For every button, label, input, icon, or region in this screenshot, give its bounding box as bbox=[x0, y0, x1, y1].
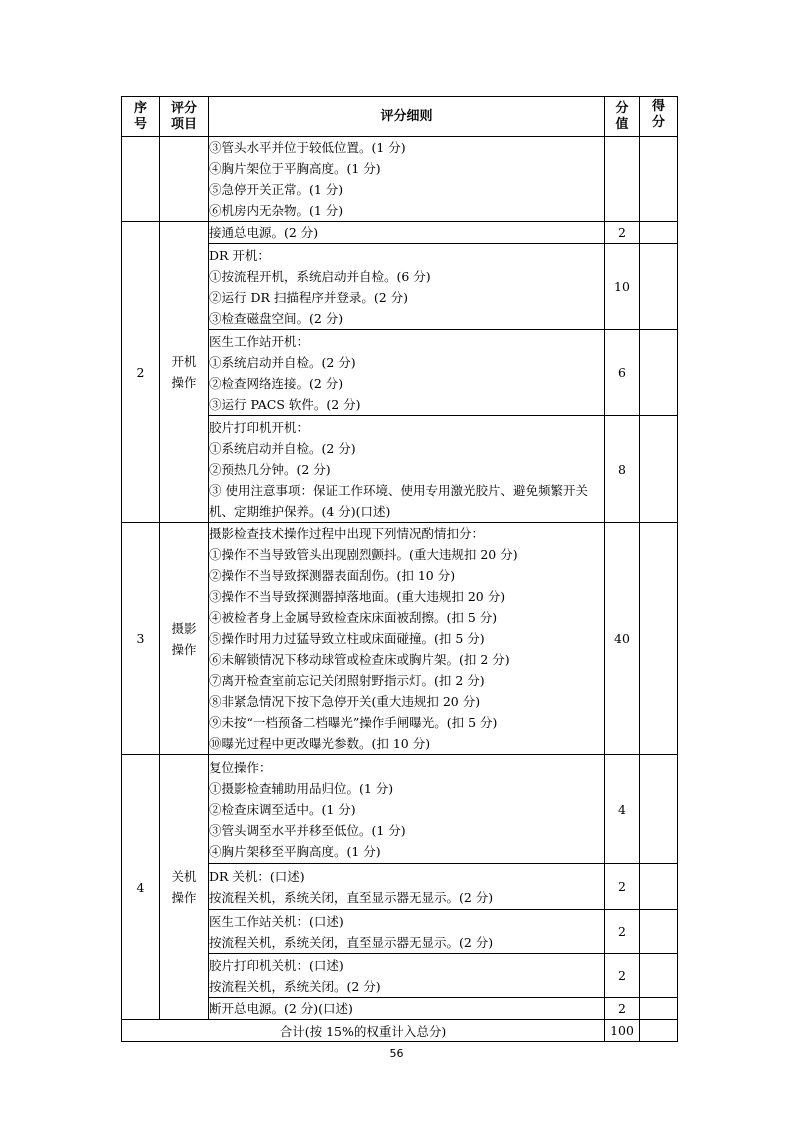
item-cell bbox=[160, 523, 209, 755]
detail-cell bbox=[209, 755, 605, 864]
page-number: 56 bbox=[389, 1047, 404, 1060]
table-row bbox=[122, 137, 678, 222]
seq-cell: 4 bbox=[122, 755, 160, 1020]
detail-cell bbox=[209, 222, 605, 244]
detail-line: ⑦离开检查室前忘记关闭照射野指示灯。(扣 2 分) bbox=[209, 673, 485, 688]
table-row bbox=[122, 222, 678, 244]
scoring-table bbox=[121, 96, 678, 1042]
detail-line: 胶片打印机开机： bbox=[209, 419, 310, 435]
detail-cell bbox=[209, 864, 605, 910]
score-cell: 2 bbox=[605, 222, 640, 244]
score-cell: 10 bbox=[605, 244, 640, 330]
detail-line: ③运行 PACS 软件。(2 分) bbox=[209, 396, 361, 412]
header-seq bbox=[122, 97, 160, 137]
header-item-text: 评分项目 bbox=[170, 100, 197, 132]
detail-line: ⑥未解锁情况下移动球管或检查床或胸片架。(扣 2 分) bbox=[209, 652, 510, 667]
detail-line: 胶片打印机关机：(口述) bbox=[209, 957, 344, 973]
detail-line: ③管头调至水平并移至低位。(1 分) bbox=[209, 822, 406, 838]
header-item bbox=[160, 97, 209, 137]
detail-line: ①系统启动并自检。(2 分) bbox=[209, 440, 356, 456]
item-line: 摄影 bbox=[171, 620, 197, 636]
got-cell[interactable] bbox=[640, 998, 678, 1020]
detail-line: ①按流程开机，系统启动并自检。(6 分) bbox=[209, 268, 431, 284]
detail-line: ⑧非紧急情况下按下急停开关(重大违规扣 20 分) bbox=[209, 694, 481, 709]
score-cell: 2 bbox=[605, 910, 640, 954]
item-line: 操作 bbox=[171, 890, 197, 905]
detail-line: ③检查磁盘空间。(2 分) bbox=[209, 310, 344, 326]
header-detail: 评分细则 bbox=[209, 97, 605, 137]
detail-line: ②运行 DR 扫描程序并登录。(2 分) bbox=[209, 289, 409, 305]
total-score: 100 bbox=[605, 1020, 640, 1042]
detail-cell bbox=[209, 244, 605, 330]
got-cell[interactable] bbox=[640, 755, 678, 864]
got-cell[interactable] bbox=[640, 416, 678, 523]
header-score-text: 分值 bbox=[615, 100, 629, 132]
got-cell[interactable] bbox=[640, 244, 678, 330]
detail-line: ⑩曝光过程中更改曝光参数。(扣 10 分) bbox=[209, 736, 431, 751]
score-cell bbox=[605, 137, 640, 222]
detail-line: 复位操作： bbox=[209, 759, 272, 775]
detail-line: ④被检者身上金属导致检查床床面被刮擦。(扣 5 分) bbox=[209, 610, 498, 625]
detail-line: 医生工作站关机：(口述) bbox=[209, 913, 344, 929]
detail-line: ②检查床调至适中。(1 分) bbox=[209, 801, 356, 817]
header-got bbox=[640, 97, 678, 137]
detail-cell bbox=[209, 998, 605, 1020]
header-got-text: 得分 bbox=[651, 99, 665, 130]
item-cell bbox=[160, 222, 209, 523]
header-score bbox=[605, 97, 640, 137]
detail-line: ②检查网络连接。(2 分) bbox=[209, 375, 344, 391]
detail-cell bbox=[209, 416, 605, 523]
item-cell bbox=[160, 755, 209, 1020]
seq-cell: 3 bbox=[122, 523, 160, 755]
detail-line: ③操作不当导致探测器掉落地面。(重大违规扣 20 分) bbox=[209, 589, 506, 604]
detail-cell bbox=[209, 330, 605, 416]
detail-line: ①操作不当导致管头出现剧烈颤抖。(重大违规扣 20 分) bbox=[209, 547, 518, 562]
score-cell: 8 bbox=[605, 416, 640, 523]
detail-line: ⑤操作时用力过猛导致立柱或床面碰撞。(扣 5 分) bbox=[209, 631, 485, 646]
detail-line: ①系统启动并自检。(2 分) bbox=[209, 354, 356, 370]
detail-line: ③管头水平并位于较低位置。(1 分) bbox=[209, 140, 406, 155]
got-cell[interactable] bbox=[640, 137, 678, 222]
detail-cell bbox=[209, 137, 605, 222]
detail-line: ③ 使用注意事项：保证工作环境、使用专用激光胶片、避免频繁开关机、定期维护保养。(4 分)(口述) bbox=[209, 482, 588, 519]
got-cell[interactable] bbox=[640, 222, 678, 244]
got-cell[interactable] bbox=[640, 954, 678, 998]
detail-line: DR 开机： bbox=[209, 247, 270, 263]
score-cell: 2 bbox=[605, 998, 640, 1020]
item-line: 开机 bbox=[171, 354, 197, 369]
score-cell: 40 bbox=[605, 523, 640, 755]
got-cell[interactable] bbox=[640, 523, 678, 755]
score-cell: 4 bbox=[605, 755, 640, 864]
detail-line: 断开总电源。(2 分)(口述) bbox=[209, 1001, 353, 1016]
detail-cell bbox=[209, 910, 605, 954]
detail-line: ④胸片架移至平胸高度。(1 分) bbox=[209, 843, 381, 859]
detail-line: ②操作不当导致探测器表面刮伤。(扣 10 分) bbox=[209, 568, 456, 583]
total-row bbox=[122, 1020, 678, 1042]
detail-line: ②预热几分钟。(2 分) bbox=[209, 461, 331, 477]
detail-line: ⑤急停开关正常。(1 分) bbox=[209, 182, 344, 197]
detail-line: ⑨未按“一档预备二档曝光”操作手闸曝光。(扣 5 分) bbox=[209, 715, 498, 730]
detail-line: 接通总电源。(2 分) bbox=[209, 225, 319, 240]
detail-line: ④胸片架位于平胸高度。(1 分) bbox=[209, 161, 381, 176]
detail-line: 按流程关机，系统关闭，直至显示器无显示。(2 分) bbox=[209, 934, 494, 950]
item-line: 操作 bbox=[171, 641, 197, 657]
detail-line: 按流程关机，系统关闭，直至显示器无显示。(2 分) bbox=[209, 889, 494, 905]
got-cell[interactable] bbox=[640, 1020, 678, 1042]
got-cell[interactable] bbox=[640, 330, 678, 416]
got-cell[interactable] bbox=[640, 864, 678, 910]
got-cell[interactable] bbox=[640, 910, 678, 954]
item-line: 操作 bbox=[171, 375, 197, 390]
detail-line: 摄影检查技术操作过程中出现下列情况酌情扣分： bbox=[209, 526, 485, 541]
header-seq-text: 序号 bbox=[133, 100, 147, 132]
total-label: 合计(按 15%的权重计入总分) bbox=[122, 1020, 605, 1042]
detail-line: DR 关机：(口述) bbox=[209, 868, 305, 884]
detail-line: 按流程关机，系统关闭。(2 分) bbox=[209, 978, 381, 994]
detail-cell bbox=[209, 523, 605, 755]
seq-cell bbox=[122, 137, 160, 222]
item-cell bbox=[160, 137, 209, 222]
table-row bbox=[122, 755, 678, 864]
score-cell: 2 bbox=[605, 954, 640, 998]
score-cell: 6 bbox=[605, 330, 640, 416]
detail-line: 医生工作站开机： bbox=[209, 333, 310, 349]
item-line: 关机 bbox=[171, 869, 197, 884]
detail-line: ①摄影检查辅助用品归位。(1 分) bbox=[209, 780, 394, 796]
score-cell: 2 bbox=[605, 864, 640, 910]
table-row bbox=[122, 523, 678, 755]
seq-cell: 2 bbox=[122, 222, 160, 523]
detail-cell bbox=[209, 954, 605, 998]
header-row bbox=[122, 97, 678, 137]
detail-line: ⑥机房内无杂物。(1 分) bbox=[209, 203, 344, 218]
